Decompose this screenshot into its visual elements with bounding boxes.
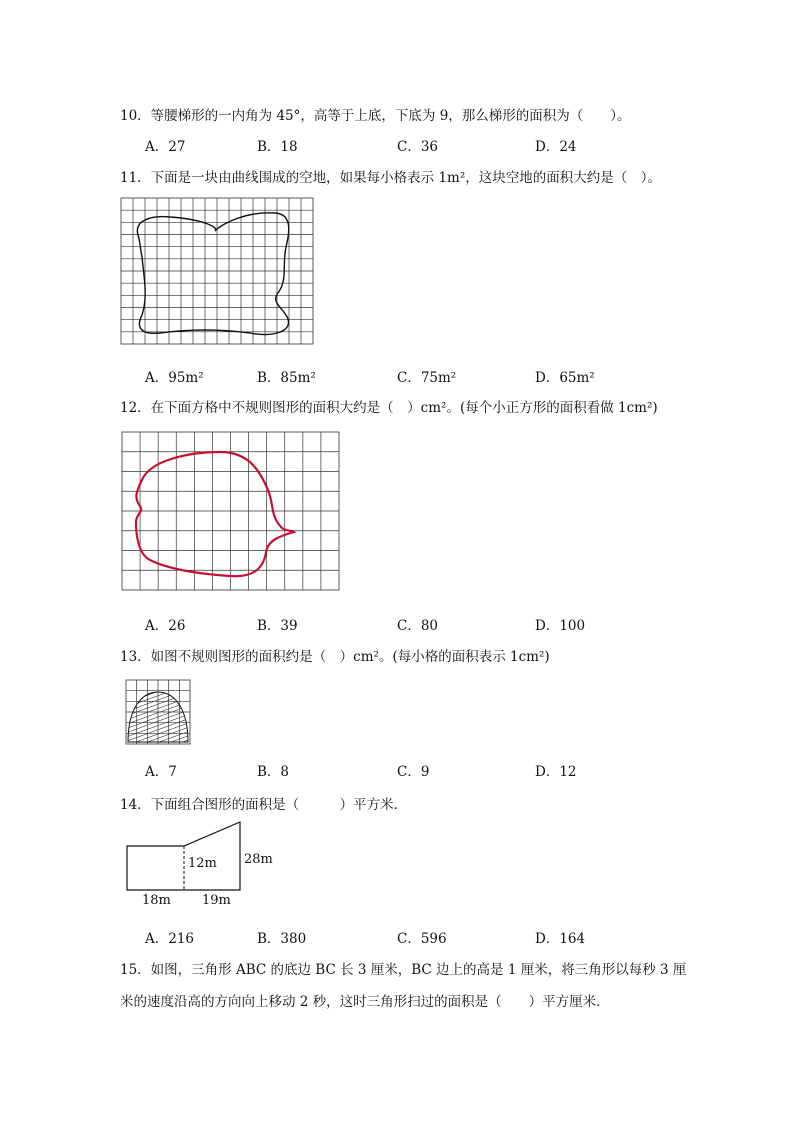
grid-figure-13	[124, 678, 192, 746]
option-c[interactable]: C．36	[397, 139, 439, 155]
option-a[interactable]: A．27	[145, 139, 186, 155]
question-10: 10．等腰梯形的一内角为 45°，高等于上底，下底为 9，那么梯形的面积为（ ）。	[120, 108, 631, 124]
option-a[interactable]: A．7	[145, 764, 177, 780]
option-b[interactable]: B．8	[257, 764, 290, 780]
option-b[interactable]: B．380	[257, 931, 307, 947]
options-10	[0, 135, 794, 155]
irregular-red-curve	[136, 452, 294, 576]
question-15-line-2: 米的速度沿高的方向向上移动 2 秒，这时三角形扫过的面积是（ ）平方厘米．	[120, 994, 610, 1010]
label-right-width: 19m	[202, 893, 231, 908]
options-14	[0, 927, 794, 947]
question-12: 12．在下面方格中不规则图形的面积大约是（ ）cm²。(每个小正方形的面积看做 1cm²)	[120, 400, 658, 416]
option-d[interactable]: D．164	[535, 931, 586, 947]
options-13	[0, 760, 794, 780]
option-b[interactable]: B．18	[257, 139, 298, 155]
question-15-line-1: 15．如图，三角形 ABC 的底边 BC 长 3 厘米，BC 边上的高是 1 厘米，将三角形以每秒 3 厘	[120, 962, 687, 978]
composite-figure-14	[120, 818, 290, 910]
option-c[interactable]: C．80	[397, 618, 439, 634]
option-b[interactable]: B．85m²	[257, 370, 316, 386]
option-c[interactable]: C．75m²	[397, 370, 457, 386]
options-12	[0, 614, 794, 634]
label-left-width: 18m	[142, 893, 171, 908]
option-c[interactable]: C．9	[397, 764, 430, 780]
grid-figure-11	[120, 197, 316, 347]
irregular-curve	[137, 213, 288, 335]
question-14: 14．下面组合图形的面积是（ ）平方米．	[120, 797, 408, 813]
option-a[interactable]: A．26	[145, 618, 186, 634]
label-inner-height: 12m	[188, 856, 217, 871]
option-b[interactable]: B．39	[257, 618, 298, 634]
grid-figure-12	[120, 430, 342, 594]
options-11	[0, 366, 794, 386]
label-right-height: 28m	[244, 852, 273, 867]
option-a[interactable]: A．95m²	[145, 370, 204, 386]
option-d[interactable]: D．65m²	[535, 370, 595, 386]
option-d[interactable]: D．12	[535, 764, 577, 780]
option-d[interactable]: D．100	[535, 618, 586, 634]
option-a[interactable]: A．216	[145, 931, 195, 947]
option-c[interactable]: C．596	[397, 931, 447, 947]
question-11: 11．下面是一块由曲线围成的空地，如果每小格表示 1m²，这块空地的面积大约是（ ）。	[120, 170, 662, 186]
option-d[interactable]: D．24	[535, 139, 577, 155]
question-13: 13．如图不规则图形的面积约是（ ）cm²。(每小格的面积表示 1cm²)	[120, 649, 550, 665]
